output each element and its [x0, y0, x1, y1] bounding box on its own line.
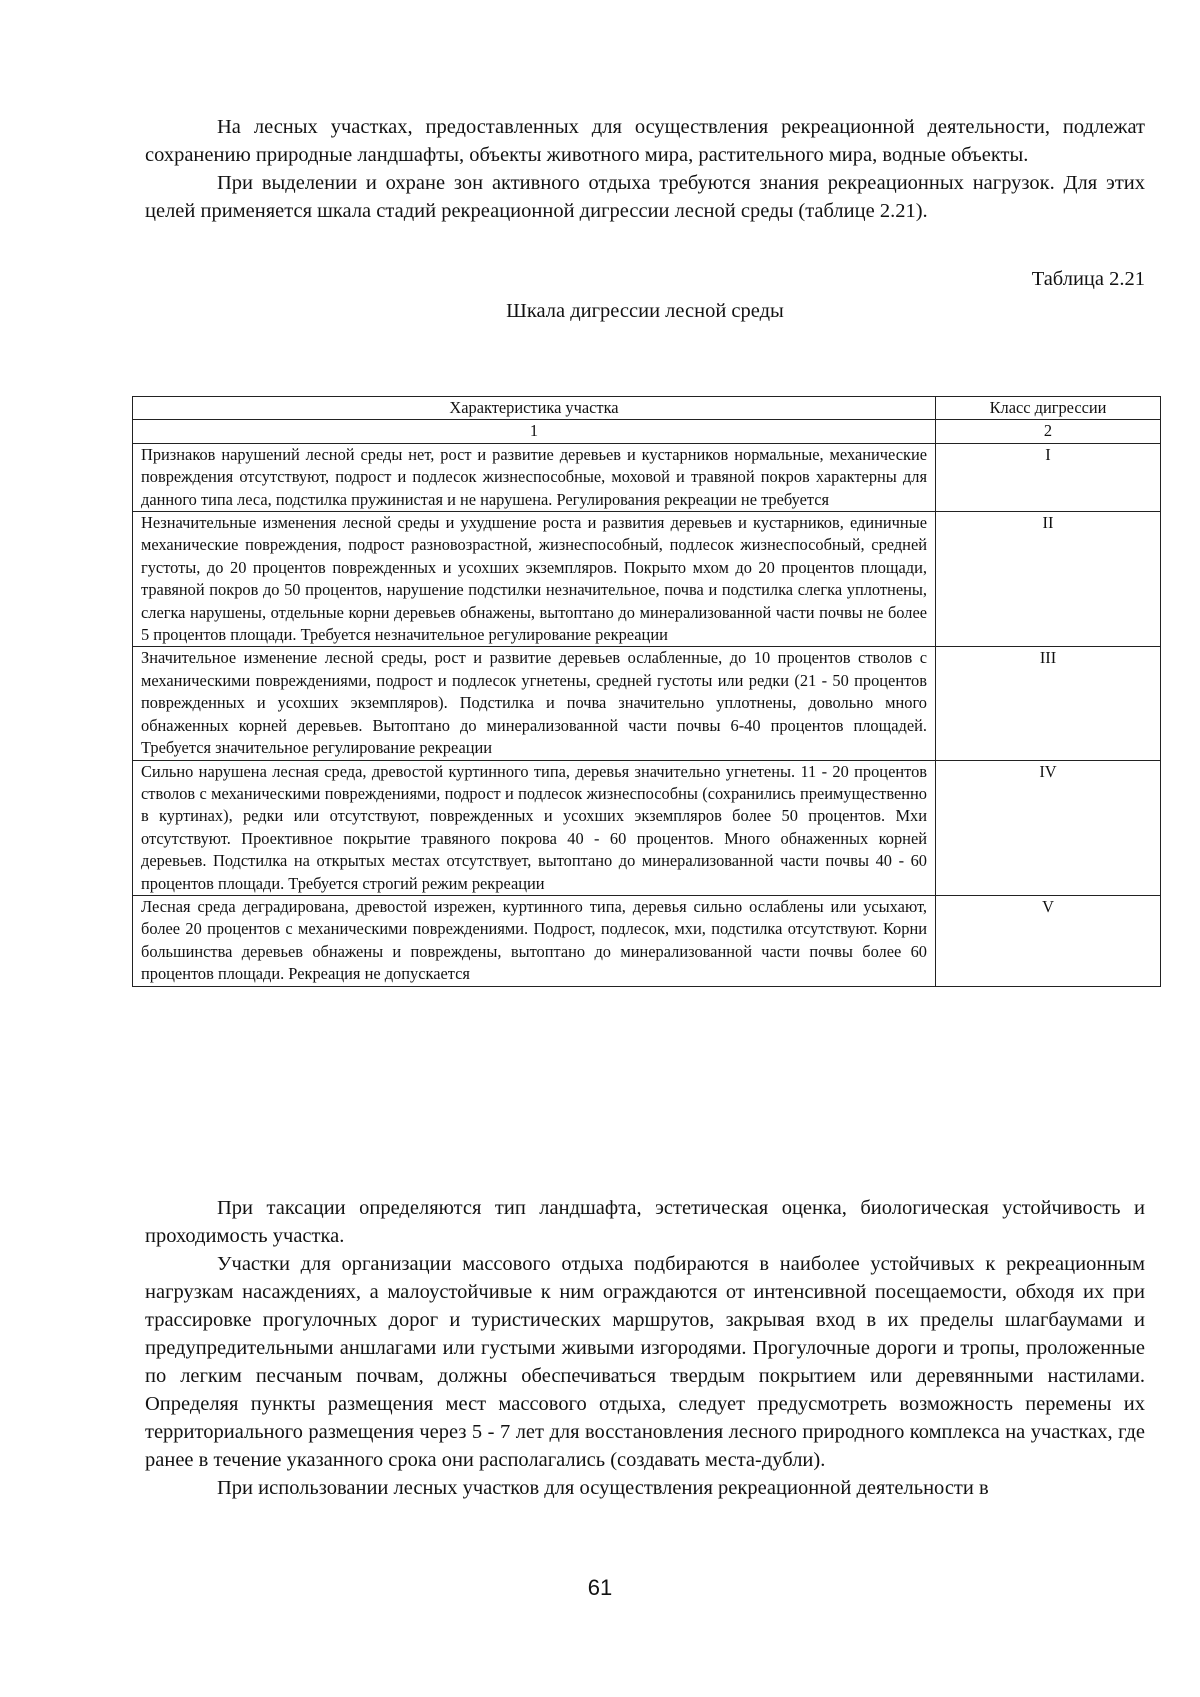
row-class: II	[936, 512, 1161, 647]
table-row	[133, 760, 1161, 895]
row-description: Значительное изменение лесной среды, рост и развитие деревьев ослабленные, до 10 процентов стволов с механическими повреждениями, подрост и подлесок угнетены, средней густоты или редки (21 - 50 процентов поврежденных и усохших экземпляров). Подстилка и почва значительно уплотнены, довольно много обнаженных корней деревьев. Вытоптано до минерализованной части почвы 6-40 процентов площадей. Требуется значительное регулирование рекреации	[133, 647, 936, 760]
row-description: Признаков нарушений лесной среды нет, рост и развитие деревьев и кустарников нормальные, механические повреждения отсутствуют, подрост и подлесок жизнеспособные, моховой и травяной покров характерны для данного типа леса, подстилка пружинистая и не нарушена. Регулирования рекреации не требуется	[133, 443, 936, 511]
table-row	[133, 512, 1161, 647]
header-characteristic: Характеристика участка	[133, 397, 936, 420]
table-row	[133, 895, 1161, 986]
table-title: Шкала дигрессии лесной среды	[506, 300, 784, 322]
header-class: Класс дигрессии	[936, 397, 1161, 420]
digression-table	[132, 396, 1161, 987]
after-paragraph-3: При использовании лесных участков для осуществления рекреационной деятельности в	[217, 1477, 989, 1499]
table-row	[133, 443, 1161, 511]
column-number-1: 1	[133, 420, 936, 443]
table-number: Таблица 2.21	[1031, 268, 1145, 290]
table-row	[133, 647, 1161, 760]
row-class: V	[936, 895, 1161, 986]
page-number: 61	[587, 1575, 613, 1600]
after-paragraph-1: При таксации определяются тип ландшафта, эстетическая оценка, биологическая устойчивость и проходимость участка.	[145, 1197, 1145, 1247]
column-number-2: 2	[936, 420, 1161, 443]
table-column-number-row	[133, 420, 1161, 443]
table-header-row	[133, 397, 1161, 420]
document-page	[145, 113, 1145, 345]
row-description: Лесная среда деградирована, древостой изрежен, куртинного типа, деревья сильно ослаблены или усыхают, более 20 процентов с механическими повреждениями. Подрост, подлесок, мхи, подстилка отсутствуют. Корни большинства деревьев обнажены и повреждены, вытоптано до минерализованной части почвы более 60 процентов площади. Рекреация не допускается	[133, 895, 936, 986]
row-class: IV	[936, 760, 1161, 895]
row-description: Незначительные изменения лесной среды и ухудшение роста и развития деревьев и кустарников, единичные механические повреждения, подрост разновозрастной, жизнеспособный, подлесок жизнеспособный, средней густоты, до 20 процентов поврежденных и усохших экземпляров. Покрыто мхом до 20 процентов площади, травяной покров до 50 процентов, нарушение подстилки незначительное, почва и подстилка слегка уплотнены, слегка нарушены, отдельные корни деревьев обнажены, вытоптано до минерализованной части почвы не более 5 процентов площади. Требуется незначительное регулирование рекреации	[133, 512, 936, 647]
row-class: III	[936, 647, 1161, 760]
intro-paragraph-1: На лесных участках, предоставленных для осуществления рекреационной деятельности, подлежат сохранению природные ландшафты, объекты животного мира, растительного мира, водные объекты.	[145, 116, 1145, 166]
row-description: Сильно нарушена лесная среда, древостой куртинного типа, деревья значительно угнетены. 11 - 20 процентов стволов с механическими повреждениями, подрост и подлесок жизнеспособны (сохранились преимущественно в куртинах), редки или отсутствуют, поврежденных и усохших экземпляров более 50 процентов. Мхи отсутствуют. Проективное покрытие травяного покрова 40 - 60 процентов. Много обнаженных корней деревьев. Подстилка на открытых местах отсутствует, вытоптано до минерализованной части почвы 40 - 60 процентов площади. Требуется строгий режим рекреации	[133, 760, 936, 895]
after-table-text	[145, 1194, 1145, 1502]
intro-paragraph-2: При выделении и охране зон активного отдыха требуются знания рекреационных нагрузок. Для этих целей применяется шкала стадий рекреационной дигрессии лесной среды (таблице 2.21).	[145, 172, 1145, 222]
row-class: I	[936, 443, 1161, 511]
after-paragraph-2: Участки для организации массового отдыха подбираются в наиболее устойчивых к рекреационным нагрузкам насаждениях, а малоустойчивые к ним ограждаются от интенсивной посещаемости, обходя их при трассировке прогулочных дорог и туристических маршрутов, закрывая вход в их пределы шлагбаумами и предупредительными аншлагами или густыми живыми изгородями. Прогулочные дороги и тропы, проложенные по легким песчаным почвам, должны обеспечиваться твердым покрытием или деревянными настилами. Определяя пункты размещения мест массового отдыха, следует предусмотреть возможность перемены их территориального размещения через 5 - 7 лет для восстановления лесного природного комплекса на участках, где ранее в течение указанного срока они располагались (создавать места-дубли).	[145, 1253, 1145, 1471]
